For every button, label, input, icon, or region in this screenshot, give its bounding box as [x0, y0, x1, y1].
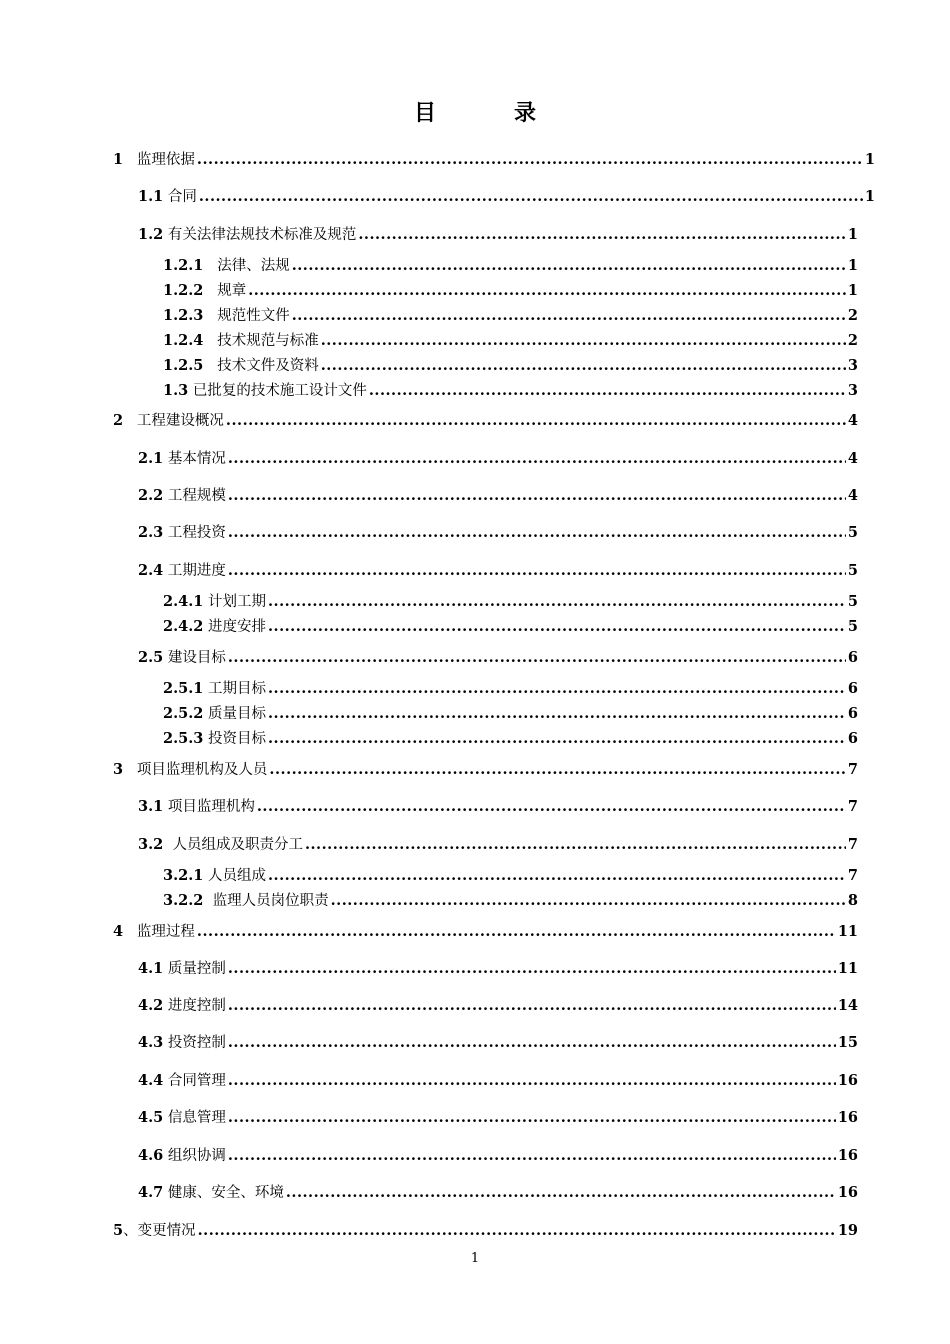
toc-dot-leader: [228, 1108, 836, 1128]
toc-entry[interactable]: [138, 449, 858, 469]
toc-entry-number: 2: [113, 412, 124, 429]
toc-dot-leader: [228, 449, 846, 469]
toc-entry-page: 6: [847, 730, 858, 747]
toc-entry-separator: [123, 150, 137, 170]
toc-entry-page: 5: [847, 618, 858, 635]
toc-entry-number: 2.4: [138, 562, 164, 579]
toc-entry-number: 1.2.3: [163, 307, 204, 324]
toc-entry-title: 工期目标: [207, 681, 266, 697]
toc-dot-leader: [228, 1071, 836, 1091]
toc-entry[interactable]: [163, 617, 858, 637]
toc-dot-leader: [197, 922, 836, 942]
toc-entry-title: 健康、安全、环境: [167, 1185, 284, 1201]
toc-entry-number: 1: [113, 151, 124, 168]
toc-entry-title: 工期进度: [167, 563, 226, 579]
toc-entry-title: 工程规模: [167, 488, 226, 504]
toc-entry[interactable]: [163, 704, 858, 724]
toc-entry-number: 3.2.2: [163, 892, 204, 909]
toc-entry-page: 6: [847, 680, 858, 697]
toc-entry-number: 2.2: [138, 487, 164, 504]
toc-entry-number: 3.2.1: [163, 867, 204, 884]
toc-dot-leader: [305, 835, 846, 855]
toc-entry[interactable]: [163, 679, 858, 699]
toc-entry-number: 4.2: [138, 997, 164, 1014]
toc-entry-page: 5: [847, 593, 858, 610]
toc-dot-leader: [228, 561, 846, 581]
toc-entry-number: 3: [113, 761, 124, 778]
toc-entry-number: 4.6: [138, 1147, 164, 1164]
toc-entry-separator: [123, 760, 137, 780]
toc-entry-number: 4.3: [138, 1034, 164, 1051]
toc-entry-title: 合同: [167, 189, 197, 205]
toc-entry-number: 2.1: [138, 450, 164, 467]
toc-entry-title: 投资目标: [207, 731, 266, 747]
toc-entry[interactable]: [138, 486, 858, 506]
toc-entry-number: 2.3: [138, 524, 164, 541]
toc-entry-title: 质量目标: [207, 706, 266, 722]
toc-entry-separator: [203, 281, 217, 301]
toc-entry[interactable]: [138, 1108, 858, 1128]
toc-entry-page: 16: [837, 1147, 858, 1164]
toc-entry-page: 1: [847, 226, 858, 243]
toc-entry-number: 1.2.1: [163, 257, 204, 274]
toc-entry-title: 变更情况: [137, 1223, 196, 1239]
toc-entry-page: 2: [847, 332, 858, 349]
toc-dot-leader: [286, 1183, 836, 1203]
toc-entry-title: 有关法律法规技术标准及规范: [167, 227, 357, 243]
toc-entry-page: 1: [847, 257, 858, 274]
toc-entry-number: 2.5.1: [163, 680, 204, 697]
toc-entry[interactable]: [163, 306, 858, 326]
toc-entry-title: 工程投资: [167, 525, 226, 541]
toc-dot-leader: [268, 704, 846, 724]
toc-entry-separator: [203, 331, 217, 351]
toc-entry-page: 19: [837, 1222, 858, 1239]
toc-entry[interactable]: [163, 281, 858, 301]
toc-entry-number: 2.4.2: [163, 618, 204, 635]
toc-entry-number: 2.4.1: [163, 593, 204, 610]
toc-entry[interactable]: [138, 523, 858, 543]
toc-entry[interactable]: [163, 891, 858, 911]
toc-entry[interactable]: [138, 225, 858, 245]
toc-entry-page: 2: [847, 307, 858, 324]
toc-entry-page: 5: [847, 562, 858, 579]
toc-entry-separator: [123, 411, 137, 431]
toc-entry[interactable]: [138, 835, 858, 855]
toc-entry-title: 规章: [217, 283, 247, 299]
toc-entry-page: 16: [837, 1109, 858, 1126]
toc-entry-title: 技术文件及资料: [217, 358, 319, 374]
toc-dot-leader: [248, 281, 846, 301]
toc-dot-leader: [257, 797, 846, 817]
toc-entry[interactable]: [163, 256, 858, 276]
toc-entry[interactable]: [163, 729, 858, 749]
toc-entry-page: 3: [847, 357, 858, 374]
toc-entry[interactable]: [113, 1221, 858, 1241]
toc-entry-number: 3.1: [138, 798, 164, 815]
toc-entry-page: 4: [847, 487, 858, 504]
toc-entry-page: 7: [847, 867, 858, 884]
toc-entry-number: 2.5.2: [163, 705, 204, 722]
toc-entry-page: 4: [847, 412, 858, 429]
toc-entry-title: 已批复的技术施工设计文件: [192, 383, 367, 399]
toc-entry-number: 1.3: [163, 382, 189, 399]
toc-entry-separator: [203, 256, 217, 276]
toc-dot-leader: [268, 617, 846, 637]
toc-entry-title: 进度控制: [167, 998, 226, 1014]
toc-entry[interactable]: [138, 561, 858, 581]
toc-entry-title: 合同管理: [167, 1073, 226, 1089]
toc-entry[interactable]: [138, 959, 858, 979]
toc-dot-leader: [198, 1221, 836, 1241]
toc-entry-number: 2.5.3: [163, 730, 204, 747]
toc-entry-title: 监理依据: [136, 152, 195, 168]
toc-dot-leader: [228, 959, 836, 979]
toc-entry-number: 4.4: [138, 1072, 164, 1089]
toc-entry-page: 6: [847, 649, 858, 666]
toc-entry[interactable]: [163, 866, 858, 886]
toc-entry-title: 建设目标: [167, 650, 226, 666]
toc-entry-title: 进度安排: [207, 619, 266, 635]
toc-dot-leader: [358, 225, 846, 245]
toc-entry[interactable]: [138, 1146, 858, 1166]
toc-entry-page: 8: [847, 892, 858, 909]
toc-dot-leader: [228, 486, 846, 506]
toc-dot-leader: [331, 891, 846, 911]
toc-entry-page: 7: [847, 798, 858, 815]
toc-entry-title: 项目监理机构及人员: [136, 762, 268, 778]
toc-entry-page: 1: [864, 188, 875, 205]
toc-entry-number: 4.5: [138, 1109, 164, 1126]
toc-dot-leader: [228, 523, 846, 543]
toc-entry-number: 1.2.2: [163, 282, 204, 299]
toc-entry-page: 6: [847, 705, 858, 722]
toc-entry-page: 5: [847, 524, 858, 541]
toc-entry-page: 16: [837, 1184, 858, 1201]
toc-dot-leader: [321, 356, 846, 376]
toc-dot-leader: [228, 1033, 836, 1053]
toc-entry-title: 基本情况: [167, 451, 226, 467]
toc-entry-page: 14: [837, 997, 858, 1014]
toc-entry-title: 技术规范与标准: [217, 333, 319, 349]
toc-entry-page: 1: [864, 151, 875, 168]
toc-dot-leader: [292, 306, 846, 326]
toc-entry-page: 7: [847, 836, 858, 853]
toc-entry[interactable]: [113, 760, 858, 780]
toc-entry[interactable]: [113, 150, 875, 170]
toc-entry-title: 投资控制: [167, 1035, 226, 1051]
toc-entry[interactable]: [138, 797, 858, 817]
toc-dot-leader: [228, 1146, 836, 1166]
toc-dot-leader: [268, 866, 846, 886]
toc-entry-title: 法律、法规: [217, 258, 290, 274]
toc-entry-number: 1.2.4: [163, 332, 204, 349]
toc-entry-title: 计划工期: [207, 594, 266, 610]
toc-dot-leader: [321, 331, 846, 351]
toc-entry[interactable]: [138, 1071, 858, 1091]
toc-entry[interactable]: [163, 592, 858, 612]
toc-dot-leader: [268, 592, 846, 612]
toc-entry-title: 信息管理: [167, 1110, 226, 1126]
toc-entry-title: 监理人员岗位职责: [212, 893, 329, 909]
toc-dot-leader: [269, 760, 845, 780]
toc-entry[interactable]: [163, 331, 858, 351]
toc-dot-leader: [199, 187, 863, 207]
toc-entry-page: 7: [847, 761, 858, 778]
toc-entry-page: 1: [847, 282, 858, 299]
toc-dot-leader: [369, 381, 846, 401]
toc-entry-number: 1.2: [138, 226, 164, 243]
toc-entry-page: 16: [837, 1072, 858, 1089]
toc-entry-title: 组织协调: [167, 1148, 226, 1164]
toc-entry-number: 2.5: [138, 649, 164, 666]
toc-entry[interactable]: [138, 996, 858, 1016]
toc-entry[interactable]: [138, 1033, 858, 1053]
toc-dot-leader: [268, 679, 846, 699]
toc-dot-leader: [226, 411, 846, 431]
toc-entry-title: 人员组成: [207, 868, 266, 884]
toc-entry[interactable]: [138, 1183, 858, 1203]
toc-entry-separator: 、: [123, 1223, 138, 1239]
toc-entry[interactable]: [163, 381, 858, 401]
page-title: 目 录: [413, 100, 564, 126]
toc-entry[interactable]: [163, 356, 858, 376]
toc-dot-leader: [268, 729, 846, 749]
toc-entry-page: 3: [847, 382, 858, 399]
toc-entry[interactable]: [113, 922, 858, 942]
toc-entry-separator: [203, 356, 217, 376]
toc-entry-number: 3.2: [138, 836, 164, 853]
toc-dot-leader: [292, 256, 846, 276]
toc-entry-title: 工程建设概况: [136, 413, 224, 429]
toc-entry[interactable]: [113, 411, 858, 431]
toc-entry-page: 15: [837, 1034, 858, 1051]
toc-entry-page: 11: [837, 923, 858, 940]
toc-entry-separator: [203, 306, 217, 326]
toc-entry-number: 1.2.5: [163, 357, 204, 374]
toc-entry-separator: [203, 891, 212, 911]
toc-entry[interactable]: [138, 187, 875, 207]
toc-entry-page: 4: [847, 450, 858, 467]
toc-entry-number: 4.1: [138, 960, 164, 977]
page-number: 1: [470, 1251, 480, 1266]
toc-entry-title: 质量控制: [167, 961, 226, 977]
toc-entry-title: 监理过程: [136, 924, 195, 940]
toc-dot-leader: [228, 648, 846, 668]
toc-entry[interactable]: [138, 648, 858, 668]
toc-entry-separator: [163, 835, 172, 855]
toc-dot-leader: [197, 150, 863, 170]
toc-entry-page: 11: [837, 960, 858, 977]
toc-entry-number: 5: [113, 1222, 124, 1239]
toc-entry-separator: [123, 922, 137, 942]
toc-dot-leader: [228, 996, 836, 1016]
toc-entry-number: 4: [113, 923, 124, 940]
toc-entry-number: 4.7: [138, 1184, 164, 1201]
toc-entry-title: 规范性文件: [217, 308, 290, 324]
toc-entry-title: 项目监理机构: [167, 799, 255, 815]
toc-entry-title: 人员组成及职责分工: [172, 837, 303, 853]
toc-entry-number: 1.1: [138, 188, 164, 205]
